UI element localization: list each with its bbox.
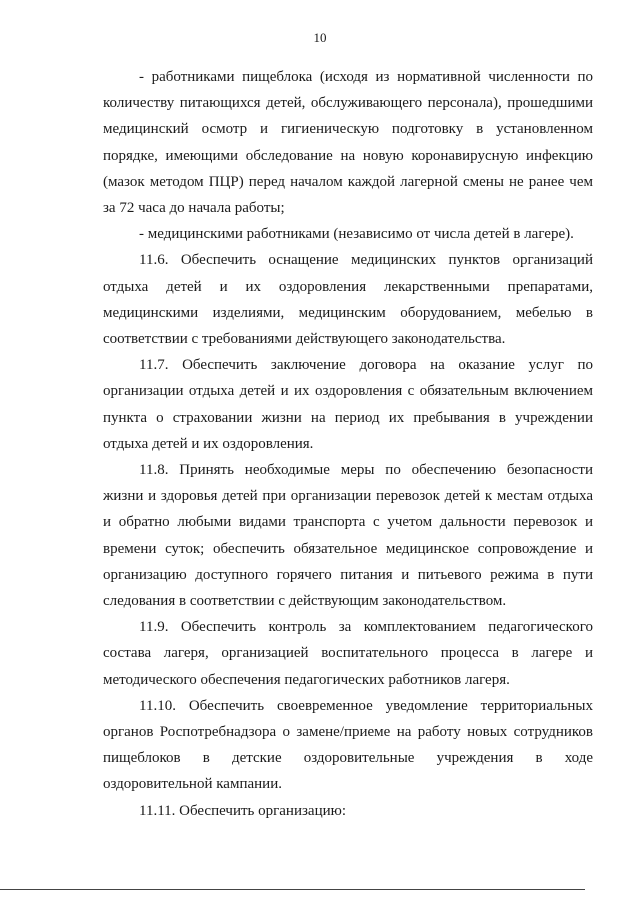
paragraph-catering-staff: - работниками пищеблока (исходя из нормативной численности по количеству питающихся детей, обслуживающего персонала), прошедшими медицинский осмотр и гигиеническую подготовку в установленном порядке, имеющими обследование на новую коронавирусную инфекцию (мазок методом ПЦР) перед началом каждой лагерной смены не ранее чем за 72 часа до начала работы; <box>103 69 593 217</box>
paragraph-11-6: 11.6. Обеспечить оснащение медицинских пунктов организаций отдыха детей и их оздоровления лекарственными препаратами, медицинскими изделиями, медицинским оборудованием, мебелью в соответствии с требованиями действующего законодательства. <box>103 252 593 348</box>
paragraph-medical-staff: - медицинскими работниками (независимо от числа детей в лагере). <box>139 226 574 243</box>
paragraph-11-10: 11.10. Обеспечить своевременное уведомление территориальных органов Роспотребнадзора о замене/приеме на работу новых сотрудников пищеблоков в детские оздоровительные учреждения в ходе оздоровительной кампании. <box>103 697 593 793</box>
paragraph-11-11: 11.11. Обеспечить организацию: <box>139 802 346 819</box>
page-number: 10 <box>313 30 327 45</box>
footer-rule <box>0 889 585 890</box>
paragraph-11-9: 11.9. Обеспечить контроль за комплектованием педагогического состава лагеря, организацией воспитательного процесса в лагере и методического обеспечения педагогических работников лагеря. <box>103 619 593 688</box>
paragraph-11-8: 11.8. Принять необходимые меры по обеспечению безопасности жизни и здоровья детей при организации перевозок детей к местам отдыха и обратно любыми видами транспорта с учетом дальности перевозок и времени суток; обеспечить обязательное медицинское сопровождение и организацию доступного горячего питания и питьевого режима в пути следования в соответствии с действующим законодательством. <box>103 462 593 610</box>
paragraph-11-7: 11.7. Обеспечить заключение договора на оказание услуг по организации отдыха детей и их оздоровления с обязательным включением пункта о страховании жизни на период их пребывания в учреждении отдыха детей и их оздоровления. <box>103 357 593 452</box>
document-body <box>103 64 593 824</box>
